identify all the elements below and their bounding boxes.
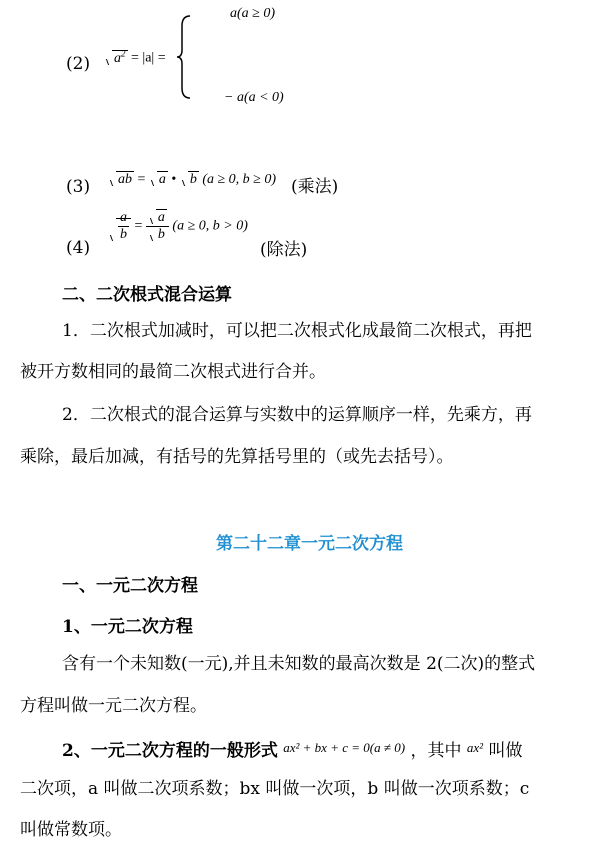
general-form-line-1 [62, 738, 522, 761]
formula-3-number: (3) [66, 177, 91, 197]
section-2-title: 二、二次根式混合运算 [62, 285, 232, 305]
formula-4-number: (4) [66, 238, 91, 258]
general-form-mid: ，其中 [410, 741, 462, 761]
subsection-1-title: 1、一元二次方程 [62, 617, 193, 637]
general-form-line-2: 二次项，a 叫做二次项系数；bx 叫做一次项，b 叫做一次项系数；c [20, 779, 530, 799]
formula-3-label: (乘法) [291, 177, 339, 197]
general-form-term: ax² [466, 740, 484, 755]
formula-2-number: (2) [66, 54, 91, 74]
formula-3-radicand-b: b [189, 172, 197, 187]
formula-2-lhs [104, 48, 166, 67]
para-1-line-2: 被开方数相同的最简二次根式进行合并。 [20, 362, 326, 382]
formula-4-rhs-num: a [157, 210, 165, 225]
formula-3-condition: (a ≥ 0, b ≥ 0) [202, 172, 277, 187]
definition-line-2: 方程叫做一元二次方程。 [20, 696, 207, 716]
formula-4-condition: (a ≥ 0, b > 0) [172, 218, 248, 234]
general-form-line-3: 叫做常数项。 [20, 820, 122, 840]
formula-4-body [108, 210, 248, 243]
formula-2-case-top: a(a ≥ 0) [230, 6, 276, 21]
chapter-title: 第二十二章一元二次方程 [216, 534, 403, 554]
definition-line-1: 含有一个未知数(一元),并且未知数的最高次数是 2(二次)的整式 [62, 654, 536, 674]
general-form-label: 2、一元二次方程的一般形式 [62, 741, 278, 761]
formula-2-case-bottom: − a(a < 0) [224, 90, 284, 105]
formula-2-radicand: a [114, 50, 121, 66]
formula-3-radicand-ab: ab [118, 172, 132, 187]
formula-4-rhs-den: b [157, 227, 165, 242]
formula-3-eq: = [137, 172, 146, 187]
para-2-line-1: 2．二次根式的混合运算与实数中的运算顺序一样，先乘方，再 [62, 405, 532, 425]
general-form-formula: ax² + bx + c = 0(a ≠ 0) [283, 740, 406, 755]
formula-3-body [108, 172, 276, 188]
formula-4-frac-num: a [120, 210, 127, 225]
formula-3-dot: • [171, 172, 177, 187]
formula-2-brace [176, 14, 192, 100]
formula-2-abs: = |a| = [131, 50, 166, 66]
formula-3-radicand-a: a [158, 172, 166, 187]
general-form-suffix: 叫做 [488, 741, 523, 761]
formula-4-label: (除法) [260, 240, 308, 260]
para-1-line-1: 1．二次根式加减时，可以把二次根式化成最简二次根式，再把 [62, 321, 532, 341]
formula-4-frac-den: b [120, 227, 127, 242]
section-one-title: 一、一元二次方程 [62, 576, 198, 596]
para-2-line-2: 乘除，最后加减，有括号的先算括号里的（或先去括号）。 [20, 447, 454, 467]
formula-2-sup: 2 [121, 48, 126, 58]
formula-4-eq: = [134, 218, 143, 234]
